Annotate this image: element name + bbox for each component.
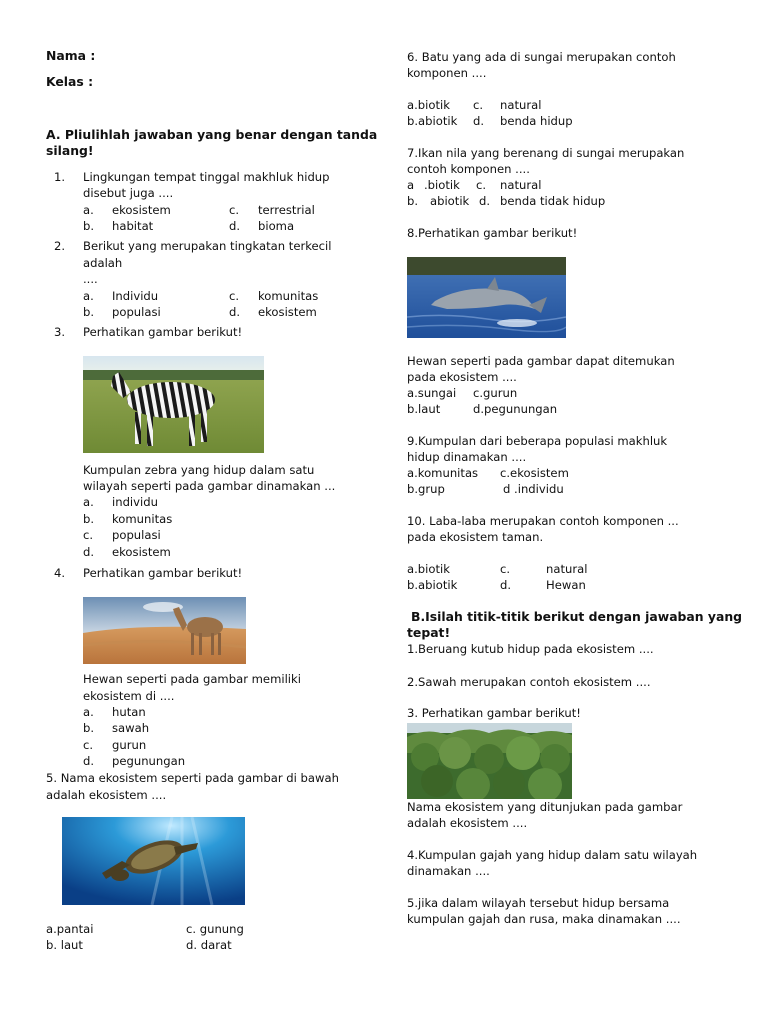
q9-option-b: b.grup — [407, 482, 445, 496]
q8-text: 8.Perhatikan gambar berikut! — [407, 226, 578, 240]
q9-text-cont: hidup dinamakan .... — [407, 450, 527, 464]
q2-text-cont: adalah — [83, 256, 123, 270]
q1-option-a-letter: a. — [83, 203, 94, 217]
q10-option-c: natural — [546, 562, 588, 576]
q4-option-b-letter: b. — [83, 721, 95, 735]
q8-option-d: d.pegunungan — [473, 402, 558, 416]
q3-option-c: populasi — [112, 528, 161, 542]
q1-option-c-letter: c. — [229, 203, 240, 217]
q4-text: Perhatikan gambar berikut! — [83, 566, 243, 580]
q8-option-c: c.gurun — [473, 386, 518, 400]
q3-option-d: ekosistem — [112, 545, 171, 559]
q7-option-c-letter: c. — [476, 178, 487, 192]
name-label: Nama : — [46, 48, 96, 63]
q4-option-a: hutan — [112, 705, 146, 719]
q6-option-a: a.biotik — [407, 98, 450, 112]
q7-option-d-letter: d. — [479, 194, 491, 208]
section-a-title-cont: silang! — [46, 143, 94, 158]
q7-text-cont: contoh komponen .... — [407, 162, 530, 176]
b5-text-cont: kumpulan gajah dan rusa, maka dinamakan .... — [407, 912, 681, 926]
q1-option-d-letter: d. — [229, 219, 241, 233]
q4-option-c-letter: c. — [83, 738, 94, 752]
q5-option-a: a.pantai — [46, 922, 94, 936]
b2-text: 2.Sawah merupakan contoh ekosistem .... — [407, 675, 651, 689]
q6-option-c: natural — [500, 98, 542, 112]
q10-option-d-letter: d. — [500, 578, 512, 592]
q1-option-b: habitat — [112, 219, 154, 233]
q2-option-b-letter: b. — [83, 305, 95, 319]
q8-question-cont: pada ekosistem .... — [407, 370, 517, 384]
q3-question: Kumpulan zebra yang hidup dalam satu — [83, 463, 315, 477]
q3-option-a: individu — [112, 495, 158, 509]
forest-image — [407, 723, 572, 799]
q10-text: 10. Laba-laba merupakan contoh komponen ... — [407, 514, 679, 528]
q4-option-c: gurun — [112, 738, 147, 752]
q10-text-cont: pada ekosistem taman. — [407, 530, 544, 544]
q7-option-b: abiotik — [430, 194, 470, 208]
q2-number: 2. — [54, 239, 66, 253]
q1-text: Lingkungan tempat tinggal makhluk hidup — [83, 170, 330, 184]
q4-number: 4. — [54, 566, 66, 580]
q7-option-d: benda tidak hidup — [500, 194, 606, 208]
q7-option-c: natural — [500, 178, 542, 192]
q8-option-b: b.laut — [407, 402, 441, 416]
q4-option-a-letter: a. — [83, 705, 94, 719]
q2-option-a-letter: a. — [83, 289, 94, 303]
q3-text: Perhatikan gambar berikut! — [83, 325, 243, 339]
q10-option-a: a.biotik — [407, 562, 450, 576]
q4-question: Hewan seperti pada gambar memiliki — [83, 672, 301, 686]
b4-text: 4.Kumpulan gajah yang hidup dalam satu wilayah — [407, 848, 698, 862]
q5-option-d: d. darat — [186, 938, 232, 952]
q7-text: 7.Ikan nila yang berenang di sungai merupakan — [407, 146, 685, 160]
q9-option-c: c.ekosistem — [500, 466, 569, 480]
dolphin-image — [407, 257, 566, 338]
q1-number: 1. — [54, 170, 66, 184]
class-label: Kelas : — [46, 74, 94, 89]
q2-text-dots: .... — [83, 272, 98, 286]
q7-option-a: .biotik — [424, 178, 460, 192]
q6-option-d-letter: d. — [473, 114, 485, 128]
q3-option-a-letter: a. — [83, 495, 94, 509]
q3-option-b-letter: b. — [83, 512, 95, 526]
section-a-title: A. Pliulihlah jawaban yang benar dengan tanda — [46, 127, 378, 142]
q4-option-d: pegunungan — [112, 754, 186, 768]
q6-option-d: benda hidup — [500, 114, 573, 128]
q10-option-b: b.abiotik — [407, 578, 458, 592]
zebra-image — [83, 356, 264, 453]
q4-option-d-letter: d. — [83, 754, 95, 768]
q2-option-c: komunitas — [258, 289, 319, 303]
q9-option-d: d .individu — [503, 482, 564, 496]
b3-question: Nama ekosistem yang ditunjukan pada gambar — [407, 800, 683, 814]
q7-option-b-letter: b. — [407, 194, 419, 208]
q3-number: 3. — [54, 325, 66, 339]
q8-option-a: a.sungai — [407, 386, 457, 400]
q4-option-b: sawah — [112, 721, 150, 735]
q5-text: 5. Nama ekosistem seperti pada gambar di bawah — [46, 771, 339, 785]
q10-option-d: Hewan — [546, 578, 586, 592]
q3-option-b: komunitas — [112, 512, 173, 526]
q5-text-cont: adalah ekosistem .... — [46, 788, 167, 802]
sea-turtle-image — [62, 817, 245, 905]
q1-text-cont: disebut juga .... — [83, 186, 174, 200]
b4-text-cont: dinamakan .... — [407, 864, 490, 878]
q3-option-d-letter: d. — [83, 545, 95, 559]
q3-question-cont: wilayah seperti pada gambar dinamakan ... — [83, 479, 336, 493]
q2-option-c-letter: c. — [229, 289, 240, 303]
q2-option-d-letter: d. — [229, 305, 241, 319]
b5-text: 5.jika dalam wilayah tersebut hidup bersama — [407, 896, 670, 910]
q7-option-a-letter: a — [407, 178, 415, 192]
q2-text: Berikut yang merupakan tingkatan terkecil — [83, 239, 332, 253]
q6-text-cont: komponen .... — [407, 66, 487, 80]
q6-option-c-letter: c. — [473, 98, 484, 112]
q6-option-b: b.abiotik — [407, 114, 458, 128]
b3-text: 3. Perhatikan gambar berikut! — [407, 706, 581, 720]
q1-option-a: ekosistem — [112, 203, 171, 217]
q8-question: Hewan seperti pada gambar dapat ditemukan — [407, 354, 675, 368]
q2-option-b: populasi — [112, 305, 161, 319]
q9-option-a: a.komunitas — [407, 466, 479, 480]
b3-question-cont: adalah ekosistem .... — [407, 816, 528, 830]
q6-text: 6. Batu yang ada di sungai merupakan contoh — [407, 50, 676, 64]
q5-option-c: c. gunung — [186, 922, 244, 936]
q1-option-d: bioma — [258, 219, 295, 233]
b1-text: 1.Beruang kutub hidup pada ekosistem .... — [407, 642, 654, 656]
q4-question-cont: ekosistem di .... — [83, 689, 175, 703]
section-b-title-cont: tepat! — [407, 625, 451, 640]
q5-option-b: b. laut — [46, 938, 83, 952]
q9-text: 9.Kumpulan dari beberapa populasi makhluk — [407, 434, 668, 448]
q2-option-a: Individu — [112, 289, 159, 303]
q1-option-b-letter: b. — [83, 219, 95, 233]
q1-option-c: terrestrial — [258, 203, 315, 217]
q2-option-d: ekosistem — [258, 305, 317, 319]
section-b-title: B.Isilah titik-titik berikut dengan jawaban yang — [411, 609, 743, 624]
q10-option-c-letter: c. — [500, 562, 511, 576]
q3-option-c-letter: c. — [83, 528, 94, 542]
camel-image — [83, 597, 246, 664]
